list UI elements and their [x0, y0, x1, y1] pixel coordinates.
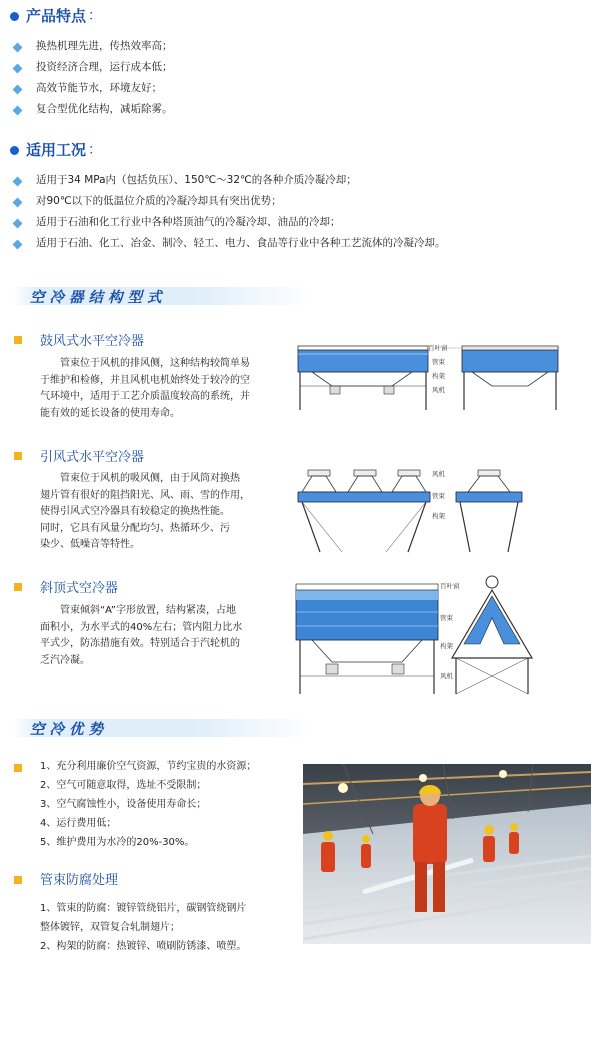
- text-line: 翅片管有很好的阻挡阳光、风、雨、雪的作用，: [40, 489, 250, 501]
- diamond-bullet-icon: [13, 64, 23, 74]
- diamond-bullet-icon: [13, 240, 23, 250]
- condition-item: 对90℃以下的低温位介质的冷凝冷却具有突出优势；: [36, 195, 282, 207]
- conditions-colon: ：: [88, 142, 102, 158]
- advantage-item: 5、维护费用为水冷的20%-30%。: [40, 837, 195, 848]
- advantage-item: 1、充分利用廉价空气资源，节约宝贵的水资源；: [40, 761, 257, 772]
- square-bullet-icon: [14, 876, 22, 884]
- diagram-label: 百叶窗: [428, 344, 448, 352]
- diagram-label: 管束: [432, 358, 445, 366]
- conditions-title: 适用工况: [26, 141, 87, 159]
- feature-item: 高效节能节水，环境友好；: [36, 82, 162, 94]
- diamond-bullet-icon: [13, 219, 23, 229]
- text-line: 能有效的延长设备的使用寿命。: [40, 407, 180, 419]
- advantages-banner-title: 空冷优势: [30, 722, 108, 738]
- slanted-roof-diagram: [292, 572, 597, 697]
- text-line: 染少、低噪音等特性。: [40, 539, 140, 550]
- text-line: 气环境中，适用于工艺介质温度较高的系统，并: [40, 391, 250, 402]
- induced-description: [40, 471, 280, 554]
- diagram-label: 构架: [440, 642, 453, 650]
- text-line: 管束位于风机的吸风侧，由于风筒对换热: [60, 473, 240, 484]
- diagram-label: 风机: [432, 386, 445, 394]
- forced-description: [40, 356, 280, 422]
- induced-title: 引风式水平空冷器: [40, 450, 145, 465]
- feature-item: 复合型优化结构，减垢除雾。: [36, 103, 173, 115]
- factory-workers-photo: [303, 764, 591, 944]
- square-bullet-icon: [14, 452, 22, 460]
- text-line: 乏汽冷凝。: [40, 654, 90, 666]
- square-bullet-icon: [14, 764, 22, 772]
- slanted-title: 斜顶式空冷器: [40, 581, 119, 596]
- text-line: 同时，它具有风量分配均匀、热循环少、污: [40, 522, 230, 534]
- text-line: 整体镀锌，双管复合轧制翅片；: [40, 922, 180, 933]
- slanted-description: [40, 603, 280, 669]
- feature-item: 投资经济合理，运行成本低；: [36, 61, 173, 73]
- forced-title: 鼓风式水平空冷器: [40, 334, 145, 349]
- text-line: 于维护和检修，并且风机电机始终处于较冷的空: [40, 374, 250, 386]
- diagram-label: 管束: [440, 614, 453, 622]
- features-colon: ：: [88, 8, 102, 24]
- diagram-label: 构架: [432, 372, 445, 380]
- advantage-item: 4、运行费用低；: [40, 818, 117, 829]
- text-line: 平式少，防冻措施有效。特别适合于汽轮机的: [40, 638, 240, 649]
- features-title: 产品特点: [26, 7, 87, 25]
- feature-item: 换热机理先进，传热效率高；: [36, 40, 173, 52]
- tube-bundle: [298, 350, 428, 372]
- text-line: 1、管束的防腐：镀锌管绕铝片，碳钢管绕钢片: [40, 903, 247, 914]
- forced-draft-diagram: [292, 336, 592, 416]
- advantage-item: 3、空气腐蚀性小，设备使用寿命长；: [40, 799, 207, 810]
- diamond-bullet-icon: [13, 198, 23, 208]
- section-dot: [10, 12, 19, 21]
- condition-item: 适用于石油、化工、冶金、制冷、轻工、电力、食品等行业中各种工艺流体的冷凝冷却。: [36, 237, 446, 249]
- text-line: 管束倾斜“A”字形放置，结构紧凑，占地: [60, 605, 236, 616]
- diagram-label: 百叶窗: [440, 582, 460, 590]
- text-line: 使得引风式空冷器具有较稳定的换热性能。: [40, 506, 230, 517]
- diagram-label: 构架: [432, 512, 445, 520]
- condition-item: 适用于34 MPa内（包括负压）、150℃～32℃的各种介质冷凝冷却；: [36, 174, 357, 186]
- diagram-label: 风机: [440, 672, 453, 680]
- diamond-bullet-icon: [13, 85, 23, 95]
- diamond-bullet-icon: [13, 106, 23, 116]
- diamond-bullet-icon: [13, 43, 23, 53]
- diagram-label: 管束: [432, 492, 445, 500]
- induced-draft-diagram: [292, 462, 592, 558]
- diagram-label: 风机: [432, 470, 445, 478]
- text-line: 2、构架的防腐：热镀锌、喷刷防锈漆、喷塑。: [40, 941, 247, 952]
- anticorrosion-title: 管束防腐处理: [40, 873, 119, 888]
- structure-banner-title: 空冷器结构型式: [30, 290, 167, 306]
- square-bullet-icon: [14, 583, 22, 591]
- diamond-bullet-icon: [13, 177, 23, 187]
- advantage-item: 2、空气可随意取得，选址不受限制；: [40, 780, 207, 791]
- section-dot: [10, 146, 19, 155]
- text-line: 管束位于风机的排风侧，这种结构较简单易: [60, 358, 250, 369]
- condition-item: 适用于石油和化工行业中各种塔顶油气的冷凝冷却、油品的冷却；: [36, 216, 341, 228]
- square-bullet-icon: [14, 336, 22, 344]
- text-line: 面积小，为水平式的40%左右；管内阻力比水: [40, 621, 243, 633]
